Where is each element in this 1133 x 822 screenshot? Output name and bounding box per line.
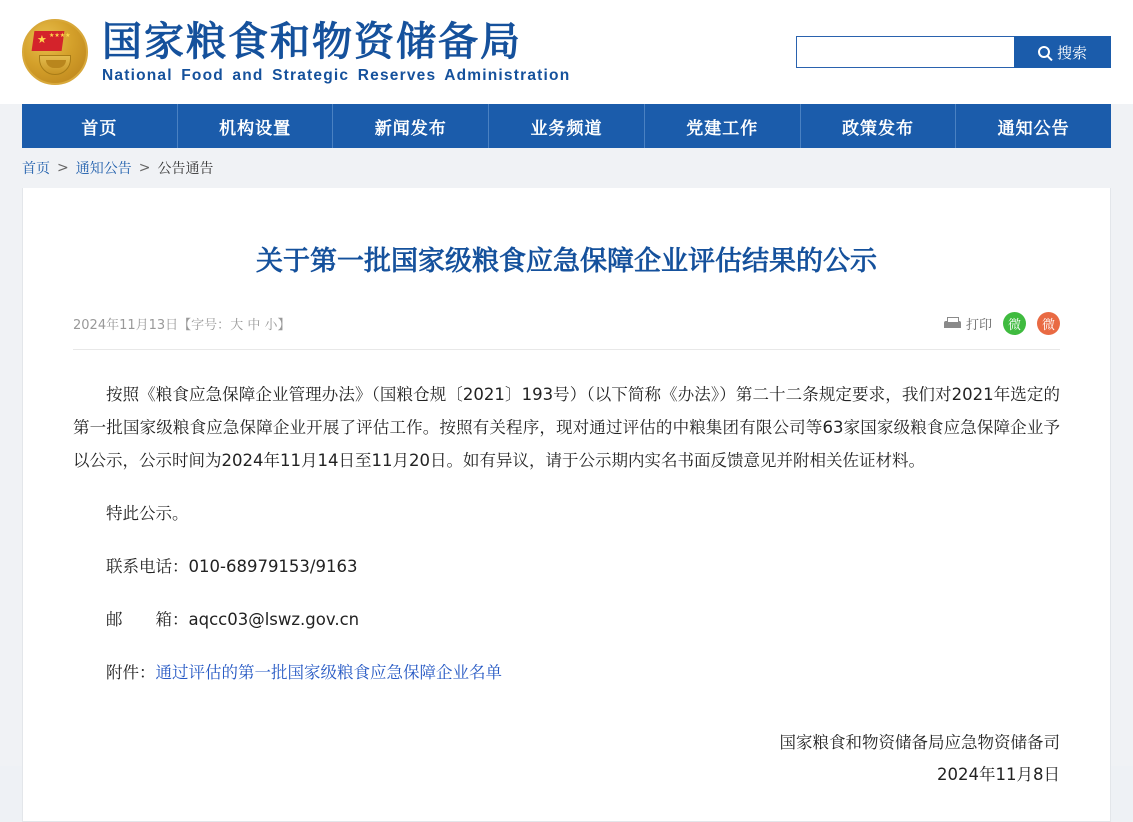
font-size-label-end: 】 (277, 318, 291, 333)
article-meta-left (73, 314, 291, 333)
article-meta (73, 312, 1060, 350)
search-button[interactable] (1014, 36, 1111, 68)
article-date: 2024年11月13日 (73, 318, 179, 333)
font-size-medium[interactable]: 中 (247, 318, 261, 333)
nav-item-home[interactable]: 首页 (22, 104, 178, 148)
contact-email: 邮 箱：aqcc03@lswz.gov.cn (106, 610, 360, 629)
attachment-label: 附件： (106, 663, 156, 682)
article-actions (944, 312, 1060, 335)
site-title-en: National Food and Strategic Reserves Administration (102, 66, 571, 84)
nav-item-news[interactable]: 新闻发布 (333, 104, 489, 148)
nav-item-business[interactable]: 业务频道 (489, 104, 645, 148)
printer-icon (944, 317, 961, 331)
font-size-small[interactable]: 小 (264, 318, 278, 333)
print-label: 打印 (965, 318, 992, 333)
nav-item-organization[interactable]: 机构设置 (178, 104, 334, 148)
print-button[interactable] (944, 314, 992, 333)
contact-phone: 联系电话：010-68979153/9163 (106, 557, 358, 576)
font-size-large[interactable]: 大 (230, 318, 244, 333)
nav-item-notice[interactable]: 通知公告 (997, 118, 1070, 139)
page-title: 关于第一批国家级粮食应急保障企业评估结果的公示 (256, 246, 877, 277)
breadcrumb-separator-1: > (57, 160, 69, 176)
attachment-row (73, 656, 1060, 689)
search-bar[interactable] (796, 36, 1111, 68)
signer-name: 国家粮食和物资储备局应急物资储备司 (779, 733, 1060, 752)
breadcrumb-notice[interactable]: 通知公告 (75, 161, 132, 177)
site-title-block (102, 19, 570, 86)
site-header (0, 0, 1133, 104)
article-paragraph-2: 特此公示。 (106, 504, 189, 523)
article-card (22, 188, 1111, 822)
weibo-share-icon[interactable]: 微 (1037, 312, 1060, 335)
site-title-cn: 国家粮食和物资储备局 (102, 18, 522, 65)
breadcrumb-separator-2: > (138, 160, 151, 176)
font-size-label: 【字号： (178, 318, 231, 333)
main-nav (22, 104, 1111, 148)
signer-date: 2024年11月8日 (937, 765, 1060, 784)
nav-item-party[interactable]: 党建工作 (645, 104, 801, 148)
article-signature (73, 727, 1060, 791)
wechat-share-icon[interactable]: 微 (1003, 312, 1026, 335)
article-paragraph-1: 按照《粮食应急保障企业管理办法》（国粮仓规〔2021〕193号）（以下简称《办法》）第二十二条规定要求，我们对2021年选定的第一批国家级粮食应急保障企业开展了评估工作。按照有关程序，现对通过评估的中粮集团有限公司等63家国家级粮食应急保障企业予以公示，公示时间为2024年11月14日至11月20日。如有异议，请于公示期内实名书面反馈意见并附相关佐证材料。 (73, 385, 1060, 470)
breadcrumb (0, 148, 1133, 188)
national-emblem-icon: ★ ★★★★ (22, 19, 88, 85)
breadcrumb-home[interactable]: 首页 (22, 161, 50, 177)
breadcrumb-current: 公告通告 (157, 161, 214, 177)
article-body (73, 378, 1060, 689)
search-icon (1038, 46, 1050, 58)
search-input[interactable] (796, 36, 1014, 68)
search-button-label: 搜索 (1056, 43, 1087, 62)
nav-item-policy[interactable]: 政策发布 (801, 104, 957, 148)
attachment-link[interactable]: 通过评估的第一批国家级粮食应急保障企业名单 (155, 663, 502, 682)
